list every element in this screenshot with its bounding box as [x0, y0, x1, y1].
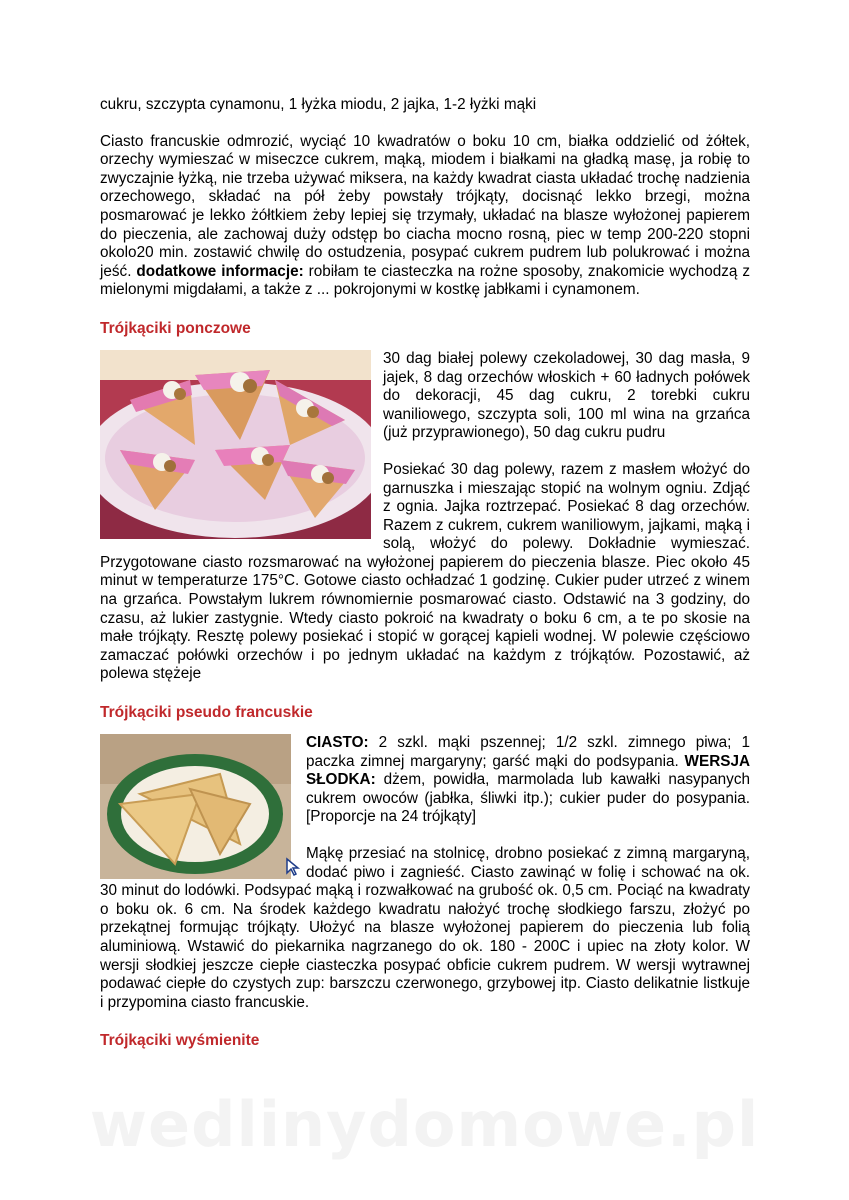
- sweet-version-text: dżem, powidła, marmolada lub kawałki nasypanych cukrem owoców (jabłka, śliwki itp.); cukier puder do posypania. [Proporcje na 24 trójkąty]: [306, 771, 750, 826]
- watermark: wedlinydomowe.pl: [89, 1088, 760, 1161]
- intro-method-text: Ciasto francuskie odmrozić, wyciąć 10 kwadratów o boku 10 cm, białka oddzielić od żółtek, orzechy wymieszać w miseczce cukrem, mąką, miodem i białkami na gładką masę, ja robię to zwyczajnie łyżką, nie trzeba używać miksera, na każdy kwadrat ciasta układać trochę nadzienia orzechowego, składać na pół żeby powstały trójkąty, docisnąć lekko brzegi, można posmarować je lekko żółtkiem żeby lepiej się trzymały, układać na blasze wyłożonej papierem do pieczenia, ale zachowaj duży odstęp bo ciacha mocno rosną, piec w temp 200-220 stopni okolo20 min. zostawić chwilę do ostudzenia, posypać cukrem pudrem lub polukrować i można jeść.: [100, 132, 750, 280]
- intro-method: [100, 133, 750, 300]
- recipe-title-pseudo-francuskie: Trójkąciki pseudo francuskie: [100, 704, 313, 722]
- dough-text: 2 szkl. mąki pszennej; 1/2 szkl. zimnego piwa; 1 paczka zimnej margaryny; garść mąki do podsypania.: [306, 734, 750, 770]
- pseudo-method: Mąkę przesiać na stolnicę, drobno posiekać z zimną margaryną, dodać piwo i zagnieść. Ciasto zawinąć w folię i schować na ok. 30 minut do lodówki. Podsypać mąką i rozwałkować na grubość ok. 0,5 cm. Pociąć na kwadraty o boku ok. 6 cm. Na środek każdego kwadratu nałożyć trochę słodkiego farszu, złożyć po przekątnej formując trójkąty. Ułożyć na blasze wyłożonej papierem do pieczenia lub folią aluminiową. Wstawić do piekarnika nagrzanego do ok. 180 - 200C i upiec na złoty kolor. W wersji słodkiej jeszcze ciepłe ciasteczka posypać obficie cukrem pudrem. W wersji wytrawnej podawać ciepłe do czystych zup: barszczu czerwonego, grzybowej itp. Ciasto delikatnie listkuje i przypomina ciasto francuskie.: [100, 845, 750, 1011]
- cursor-icon: [285, 857, 301, 877]
- ponczowe-method: Posiekać 30 dag polewy, razem z masłem włożyć do garnuszka i mieszając stopić na wolnym ogniu. Zdjąć z ognia. Jajka roztrzepać. Posiekać 8 dag orzechów. Razem z cukrem, cukrem waniliowym, jajkami, mąką i solą, włożyć do polewy. Dokładnie wymieszać. Przygotowane ciasto rozsmarować na wyłożonej papierem do pieczenia blasze. Piec około 45 minut w temperaturze 175°C. Gotowe ciasto ochładzać 1 godzinę. Cukier puder utrzeć z winem na grzańca. Powstałym lukrem równomiernie posmarować ciasto. Odstawić na 3 godziny, do czasu, aż lukier zastygnie. Wtedy ciasto pokroić na kwadraty o boku 6 cm, a te po skosie na małe trójkąty. Resztę polewy posiekać i stopić w gorącej kąpieli wodnej. W polewie częściowo zamaczać połówki orzechów i po jednym układać na każdym z trójkątów. Pozostawić, aż polewa stężeje: [100, 460, 750, 683]
- ponczowe-ingredients: 30 dag białej polewy czekoladowej, 30 dag masła, 9 jajek, 8 dag orzechów włoskich + 60 ładnych połówek do dekoracji, 45 dag cukru, 2 torebki cukru waniliowego, szczypta soli, 100 ml wina na grzańca (już przyprawionego), 50 dag cukru pudru: [383, 349, 750, 442]
- extra-info-text: robiłam te ciasteczka na rożne sposoby, znakomicie wychodzą z mielonymi migdałami, a także z ... pokrojonymi w kostkę jabłkami i cynamonem.: [100, 262, 750, 299]
- sweet-version-label: WERSJA SŁODKA:: [306, 752, 750, 789]
- extra-info-label: dodatkowe informacje:: [136, 262, 304, 280]
- dough-label: CIASTO:: [306, 734, 369, 752]
- recipe-title-wysmienite: Trójkąciki wyśmienite: [100, 1032, 260, 1050]
- pastry-triangles-photo-icon: [100, 734, 291, 879]
- ingredients-continuation: cukru, szczypta cynamonu, 1 łyżka miodu, 2 jajka, 1-2 łyżki mąki: [100, 96, 537, 113]
- triangle-cakes-photo-icon: [100, 350, 371, 539]
- document-page: [100, 96, 750, 1062]
- recipe-title-ponczowe: Trójkąciki ponczowe: [100, 319, 251, 337]
